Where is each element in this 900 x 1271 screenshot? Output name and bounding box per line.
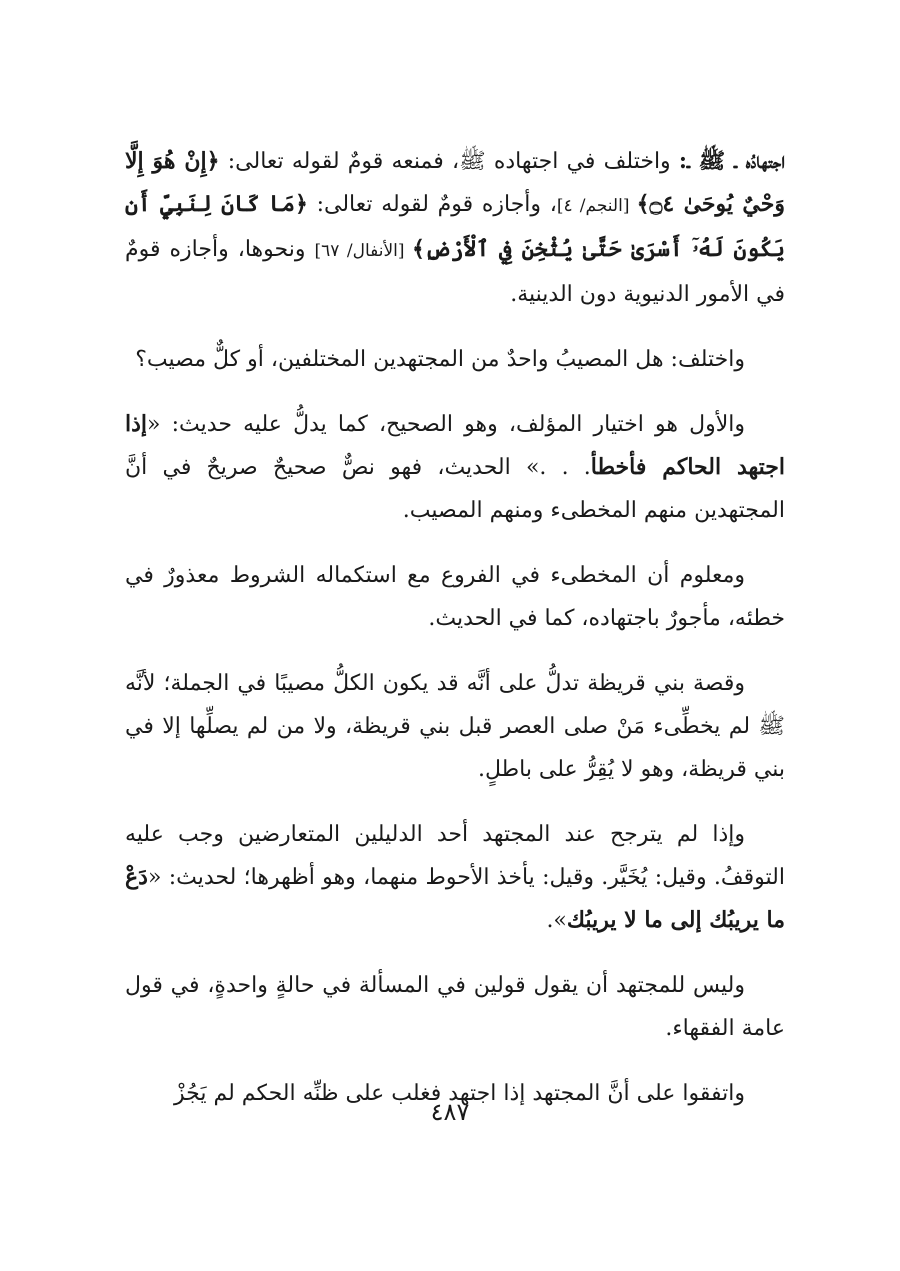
text-segment: وليس للمجتهد أن يقول قولين في المسألة في حالةٍ واحدةٍ، في قول عامة الفقهاء. [125, 973, 785, 1041]
verse-reference: [الأنفال/ ٦٧] [314, 241, 412, 261]
text-segment: ومعلوم أن المخطىء في الفروع مع استكماله الشروط معذورٌ في خطئه، مأجورٌ باجتهاده، كما في الحديث. [125, 563, 785, 631]
quran-verse: ﴿إِنْ هُوَ إِلَّا وَحْيٌ يُوحَىٰ ۝٤﴾ [125, 148, 785, 217]
paragraph-conflicting-evidence [125, 813, 785, 942]
paragraph-ijtihad-prophet [125, 140, 785, 316]
text-segment: واختلف: هل المصيبُ واحدٌ من المجتهدين المختلفين، أو كلٌّ مصيب؟ [135, 347, 745, 372]
hadith-quote: إذا اجتهد الحاكم فأخطأ [125, 411, 785, 480]
text-segment: . . .» الحديث، فهو نصٌّ صحيحٌ صريحٌ في أنَّ المجتهدين منهم المخطىء ومنهم المصيب. [125, 455, 785, 523]
quran-verse: ﴿مَا كَانَ لِنَبِيٍّ أَن يَكُونَ لَهُۥٓ أَسْرَىٰ حَتَّىٰ يُثْخِنَ فِي ٱلْأَرْضِ﴾ [125, 191, 786, 262]
text-segment: وقصة بني قريظة تدلُّ على أنَّه قد يكون الكلُّ مصيبًا في الجملة؛ لأنَّه ﷺ لم يخطِّىء مَنْ صلى العصر قبل بني قريظة، ولا من لم يصلِّها إلا في بني قريظة، وهو لا يُقِرُّ على باطلٍ. [125, 671, 785, 782]
text-segment: والأول هو اختيار المؤلف، وهو الصحيح، كما يدلُّ عليه حديث: « [147, 412, 745, 437]
text-segment: واتفقوا على أنَّ المجتهد إذا اجتهد فغلب على ظنِّه الحكم لم يَجُزْ [174, 1081, 745, 1106]
hadith-quote: دَعْ ما يريبُك إلى ما لا يريبُك [125, 864, 785, 933]
paragraph-first-opinion [125, 403, 785, 532]
text-segment: ، وأجازه قومٌ لقوله تعالى: [307, 192, 557, 217]
paragraph-two-opinions [125, 964, 785, 1050]
page-number: ٤٨٧ [430, 1098, 470, 1126]
text-segment: ». [546, 908, 567, 933]
text-segment: واختلف في اجتهاده ﷺ، فمنعه قومٌ لقوله تعالى: [219, 149, 679, 174]
paragraph-bani-qurayza [125, 662, 785, 791]
paragraph-mistaken-excused [125, 554, 785, 640]
verse-reference: [النجم/ ٤] [556, 196, 637, 216]
paragraph-musib-question [125, 338, 785, 381]
page-body [125, 140, 785, 1137]
text-segment: وإذا لم يترجح عند المجتهد أحد الدليلين المتعارضين وجب عليه التوقفُ. وقيل: يُخَيَّر. وقيل: يأخذ الأحوط منهما، وهو أظهرها؛ لحديث: « [125, 822, 785, 890]
section-heading: اجتهادُه ـ ﷺ ـ: [678, 148, 785, 174]
text-segment: ونحوها، وأجازه قومٌ في الأمور الدنيوية دون الدينية. [125, 237, 785, 307]
